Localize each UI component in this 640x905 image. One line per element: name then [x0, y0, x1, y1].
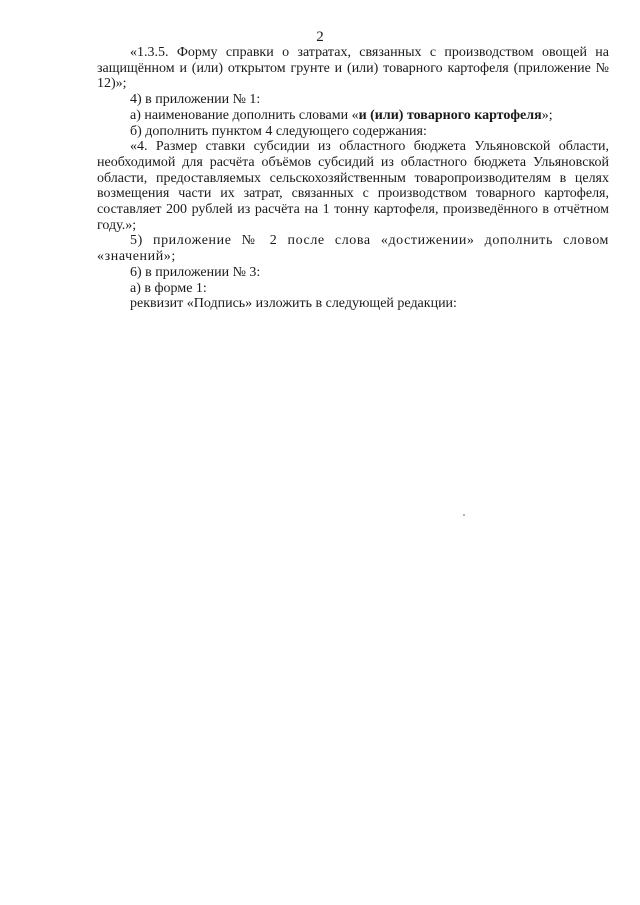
paragraph-signature-requisite: реквизит «Подпись» изложить в следующей редакции:	[130, 296, 457, 312]
paragraph-form-1: а) в форме 1:	[130, 280, 207, 296]
paragraph-item-b: б) дополнить пунктом 4 следующего содержания:	[130, 123, 427, 139]
paragraph-item-a-suffix: »;	[541, 107, 553, 123]
paragraph-item-a-prefix: а) наименование дополнить словами «	[130, 107, 359, 123]
paragraph-item-5: 5) приложение № 2 после слова «достижении» дополнить словом «значений»;	[97, 233, 609, 265]
scan-speck	[463, 514, 465, 516]
page-number: 2	[316, 29, 324, 45]
document-body	[97, 45, 609, 312]
paragraph-item-6: 6) в приложении № 3:	[130, 264, 261, 280]
paragraph-item-a-bold: и (или) товарного картофеля	[358, 107, 542, 123]
paragraph-item-4: 4) в приложении № 1:	[130, 92, 261, 108]
paragraph-item-a-title	[97, 108, 609, 124]
paragraph-1-3-5: «1.3.5. Форму справки о затратах, связанных с производством овощей на защищённом и (или) открытом грунте и (или) товарного картофеля (приложение № 12)»;	[97, 45, 609, 92]
paragraph-point-4: «4. Размер ставки субсидии из областного бюджета Ульяновской области, необходимой для расчёта объёмов субсидий из областного бюджета Ульяновской области, предоставляемых сельскохозяйственным товаропроизводителям в целях возмещения части их затрат, связанных с производством товарного картофеля, составляет 200 рублей из расчёта на 1 тонну картофеля, произведённого в отчётном году.»;	[97, 139, 609, 233]
